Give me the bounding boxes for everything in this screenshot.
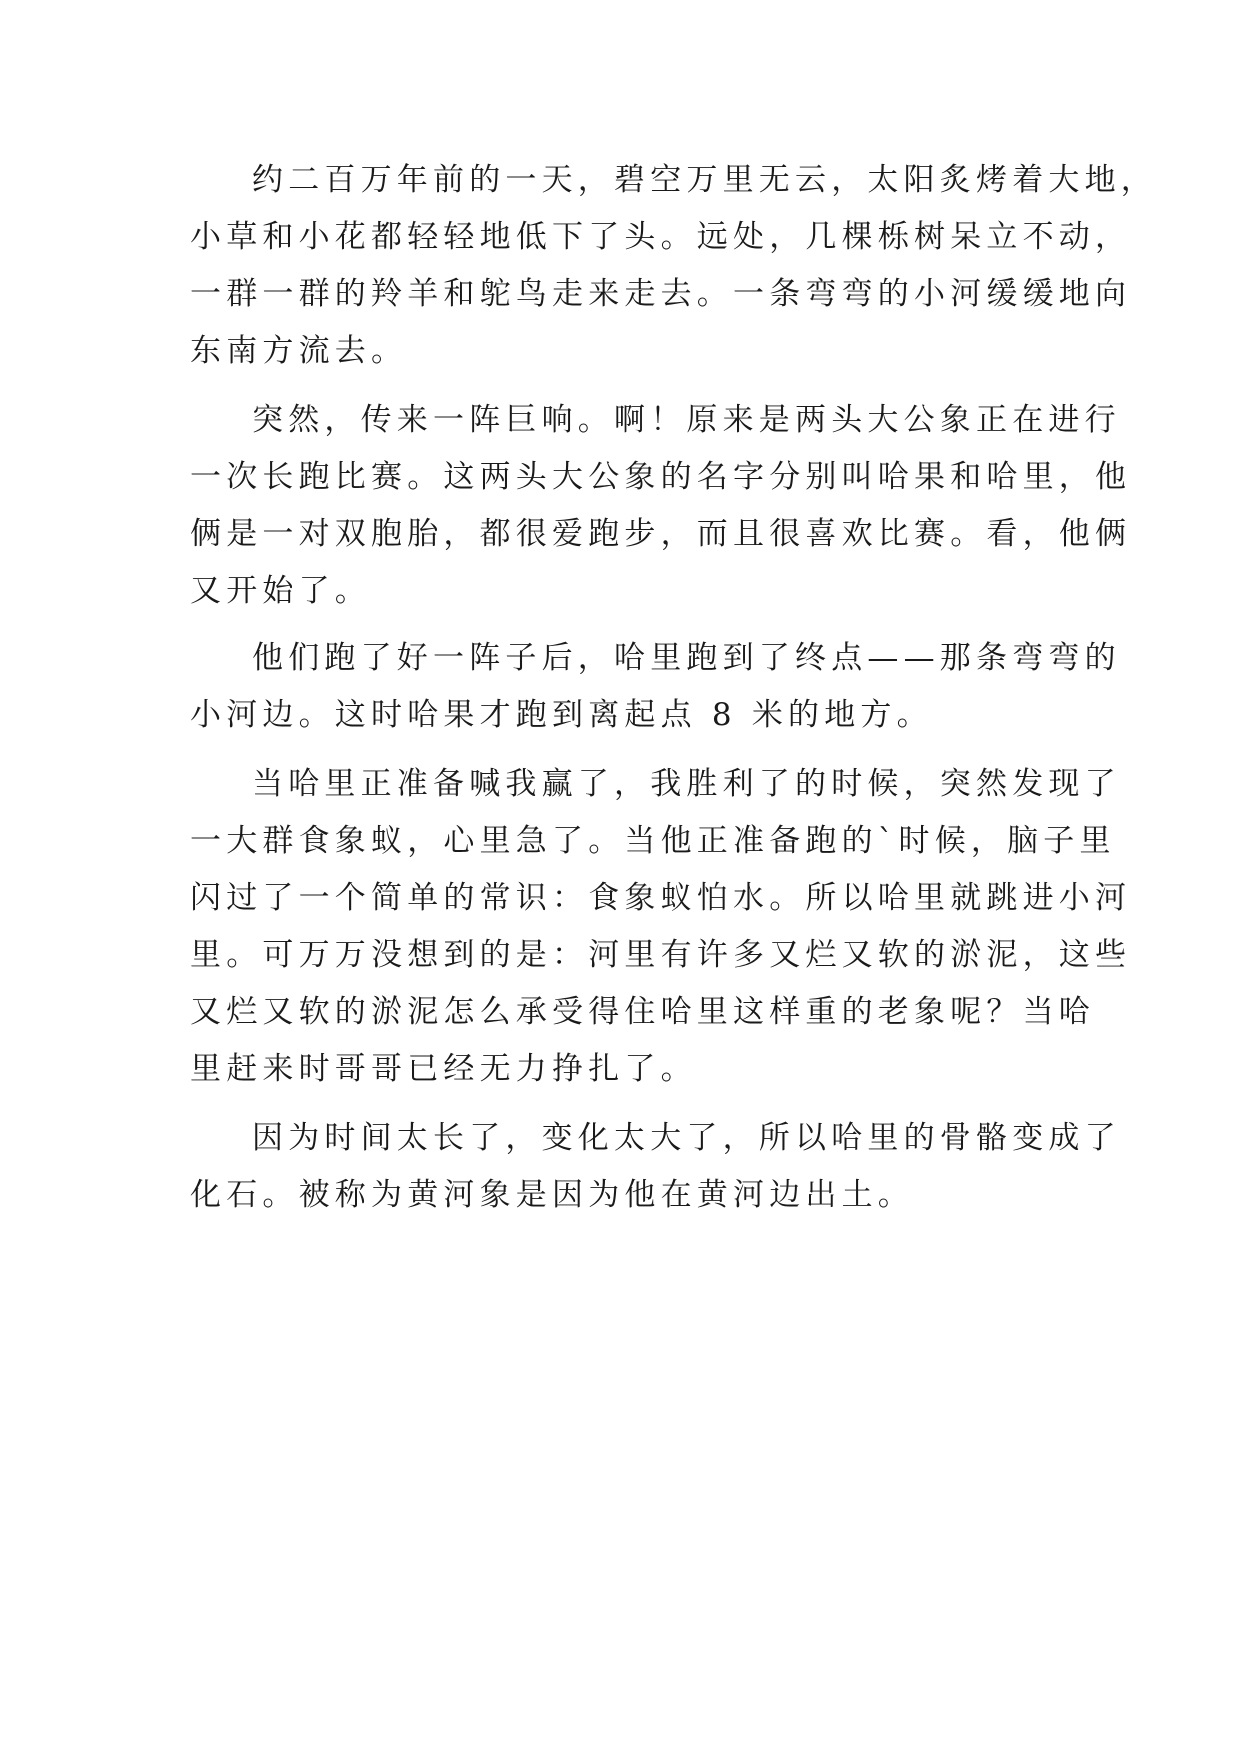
paragraph-line: 约二百万年前的一天，碧空万里无云，太阳炙烤着大地，: [252, 162, 1157, 198]
paragraph-line: 小草和小花都轻轻地低下了头。远处，几棵栎树呆立不动，: [190, 219, 1132, 255]
paragraph-line: 突然，传来一阵巨响。啊！原来是两头大公象正在进行: [252, 402, 1121, 438]
paragraph-line: 当哈里正准备喊我赢了，我胜利了的时候，突然发现了: [252, 766, 1121, 802]
paragraph-line: 里赶来时哥哥已经无力挣扎了。: [190, 1051, 697, 1087]
paragraph-line: 又开始了。: [190, 573, 371, 609]
paragraph-line: 东南方流去。: [190, 333, 408, 369]
paragraph-line: 又烂又软的淤泥怎么承受得住哈里这样重的老象呢？当哈: [190, 994, 1095, 1030]
paragraph-line: 小河边。这时哈果才跑到离起点 8 米的地方。: [190, 697, 933, 733]
paragraph-line: 一大群食象蚁，心里急了。当他正准备跑的`时候，脑子里: [190, 823, 1116, 859]
paragraph-line: 一次长跑比赛。这两头大公象的名字分别叫哈果和哈里，他: [190, 459, 1132, 495]
paragraph-line: 里。可万万没想到的是：河里有许多又烂又软的淤泥，这些: [190, 937, 1132, 973]
paragraph-line: 一群一群的羚羊和鸵鸟走来走去。一条弯弯的小河缓缓地向: [190, 276, 1132, 312]
paragraph-line: 闪过了一个简单的常识：食象蚁怕水。所以哈里就跳进小河: [190, 880, 1132, 916]
paragraph-line: 他们跑了好一阵子后，哈里跑到了终点——那条弯弯的: [252, 640, 1121, 676]
paragraph-line: 俩是一对双胞胎，都很爱跑步，而且很喜欢比赛。看，他俩: [190, 516, 1132, 552]
paragraph-line: 因为时间太长了，变化太大了，所以哈里的骨骼变成了: [252, 1120, 1121, 1156]
paragraph-line: 化石。被称为黄河象是因为他在黄河边出土。: [190, 1177, 914, 1213]
